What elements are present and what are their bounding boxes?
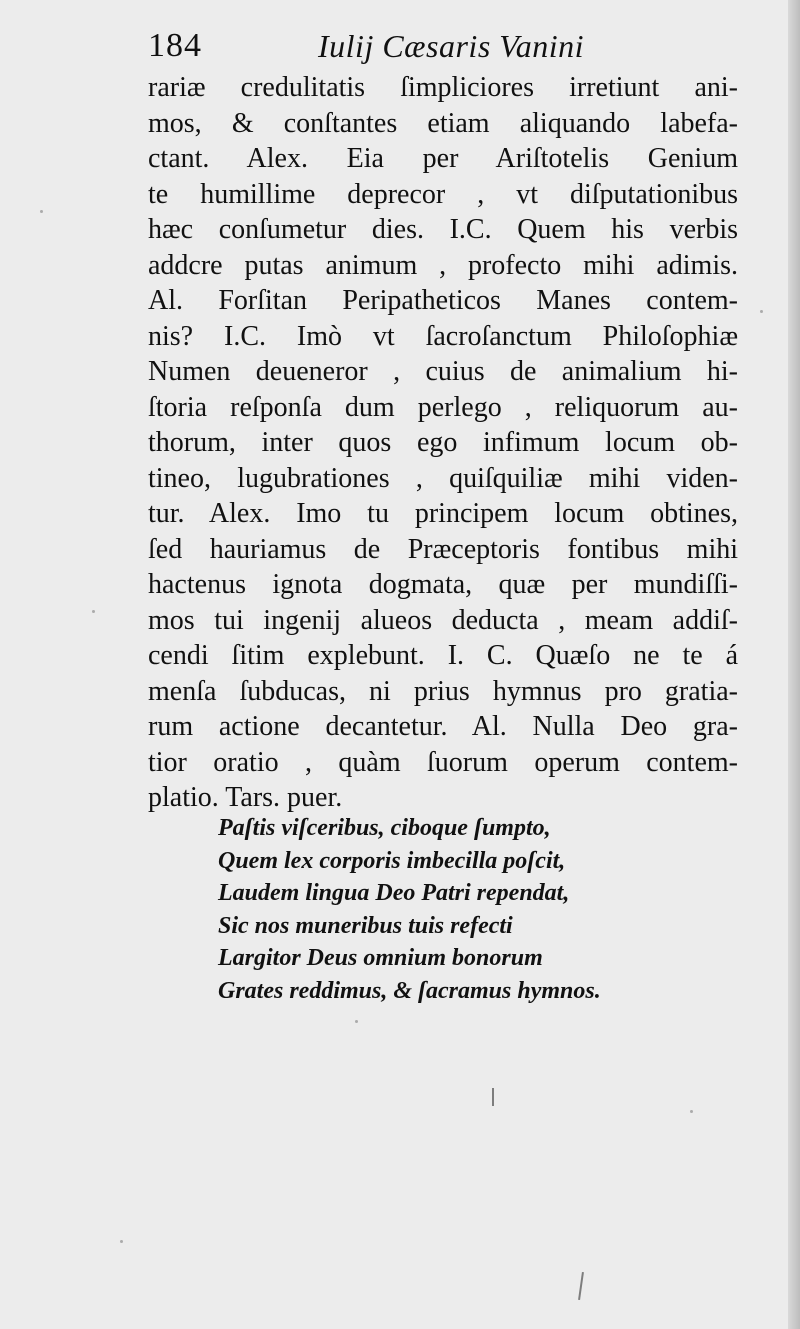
- running-title: Iulij Cæsaris Vanini: [318, 28, 585, 64]
- text-line: menſa ſubducas, ni prius hymnus pro gratia-: [148, 675, 738, 707]
- verse-line: Quem lex corporis imbecilla poſcit,: [218, 847, 566, 874]
- text-line: tur. Alex. Imo tu principem locum obtines,: [148, 498, 738, 529]
- text-line: tineo, lugubrationes , quiſquiliæ mihi viden-: [148, 462, 738, 494]
- prose-block: [148, 70, 738, 816]
- paper-speck: [120, 1240, 123, 1243]
- text-line: ſed hauriamus de Præceptoris fontibus mihi: [148, 533, 738, 565]
- paper-speck: [40, 210, 43, 213]
- text-line: Al. Forſitan Peripatheticos Manes contem-: [148, 285, 738, 316]
- verse-line: Largitor Deus omnium bonorum: [218, 945, 543, 971]
- text-line: Numen deueneror , cuius de animalium hi-: [148, 356, 738, 387]
- verse-line: Paſtis viſceribus, ciboque ſumpto,: [218, 815, 551, 841]
- text-line: te humillime deprecor , vt diſputationibus: [148, 178, 738, 210]
- text-line: platio. Tars. puer.: [148, 782, 343, 813]
- paper-speck: [760, 310, 763, 313]
- text-line: ſtoria reſponſa dum perlego , reliquorum au-: [148, 391, 738, 423]
- text-line: ctant. Alex. Eia per Ariſtotelis Genium: [148, 143, 738, 174]
- page-edge-shadow: [788, 0, 800, 1329]
- paper-speck: [92, 610, 95, 613]
- text-line: rum actione decantetur. Al. Nulla Deo gra-: [148, 711, 738, 742]
- text-line: addcre putas animum , profecto mihi adimis.: [148, 249, 738, 281]
- text-line: mos tui ingenij alueos deducta , meam addiſ-: [148, 604, 738, 636]
- text-line: nis? I.C. Imò vt ſacroſanctum Philoſophiæ: [148, 320, 738, 352]
- verse-line: Sic nos muneribus tuis refecti: [218, 912, 513, 939]
- ink-mark: [492, 1088, 494, 1106]
- text-line: hæc conſumetur dies. I.C. Quem his verbis: [148, 214, 738, 245]
- running-head: [148, 24, 628, 68]
- verse-line: Grates reddimus, & ſacramus hymnos.: [218, 977, 601, 1004]
- text-line: cendi ſitim explebunt. I. C. Quæſo ne te á: [148, 640, 738, 671]
- hymn-verse: [218, 812, 688, 1007]
- paper-speck: [355, 1020, 358, 1023]
- paper-speck: [690, 1110, 693, 1113]
- text-line: rariæ credulitatis ſimpliciores irretiunt ani-: [148, 72, 738, 103]
- text-line: hactenus ignota dogmata, quæ per mundiſſi-: [148, 569, 738, 600]
- ink-mark: [578, 1272, 584, 1300]
- text-line: tior oratio , quàm ſuorum operum contem-: [148, 746, 738, 778]
- text-line: thorum, inter quos ego infimum locum ob-: [148, 427, 738, 458]
- verse-line: Laudem lingua Deo Patri rependat,: [218, 880, 570, 906]
- text-line: mos, & conſtantes etiam aliquando labefa-: [148, 107, 738, 139]
- page-number: 184: [148, 27, 202, 64]
